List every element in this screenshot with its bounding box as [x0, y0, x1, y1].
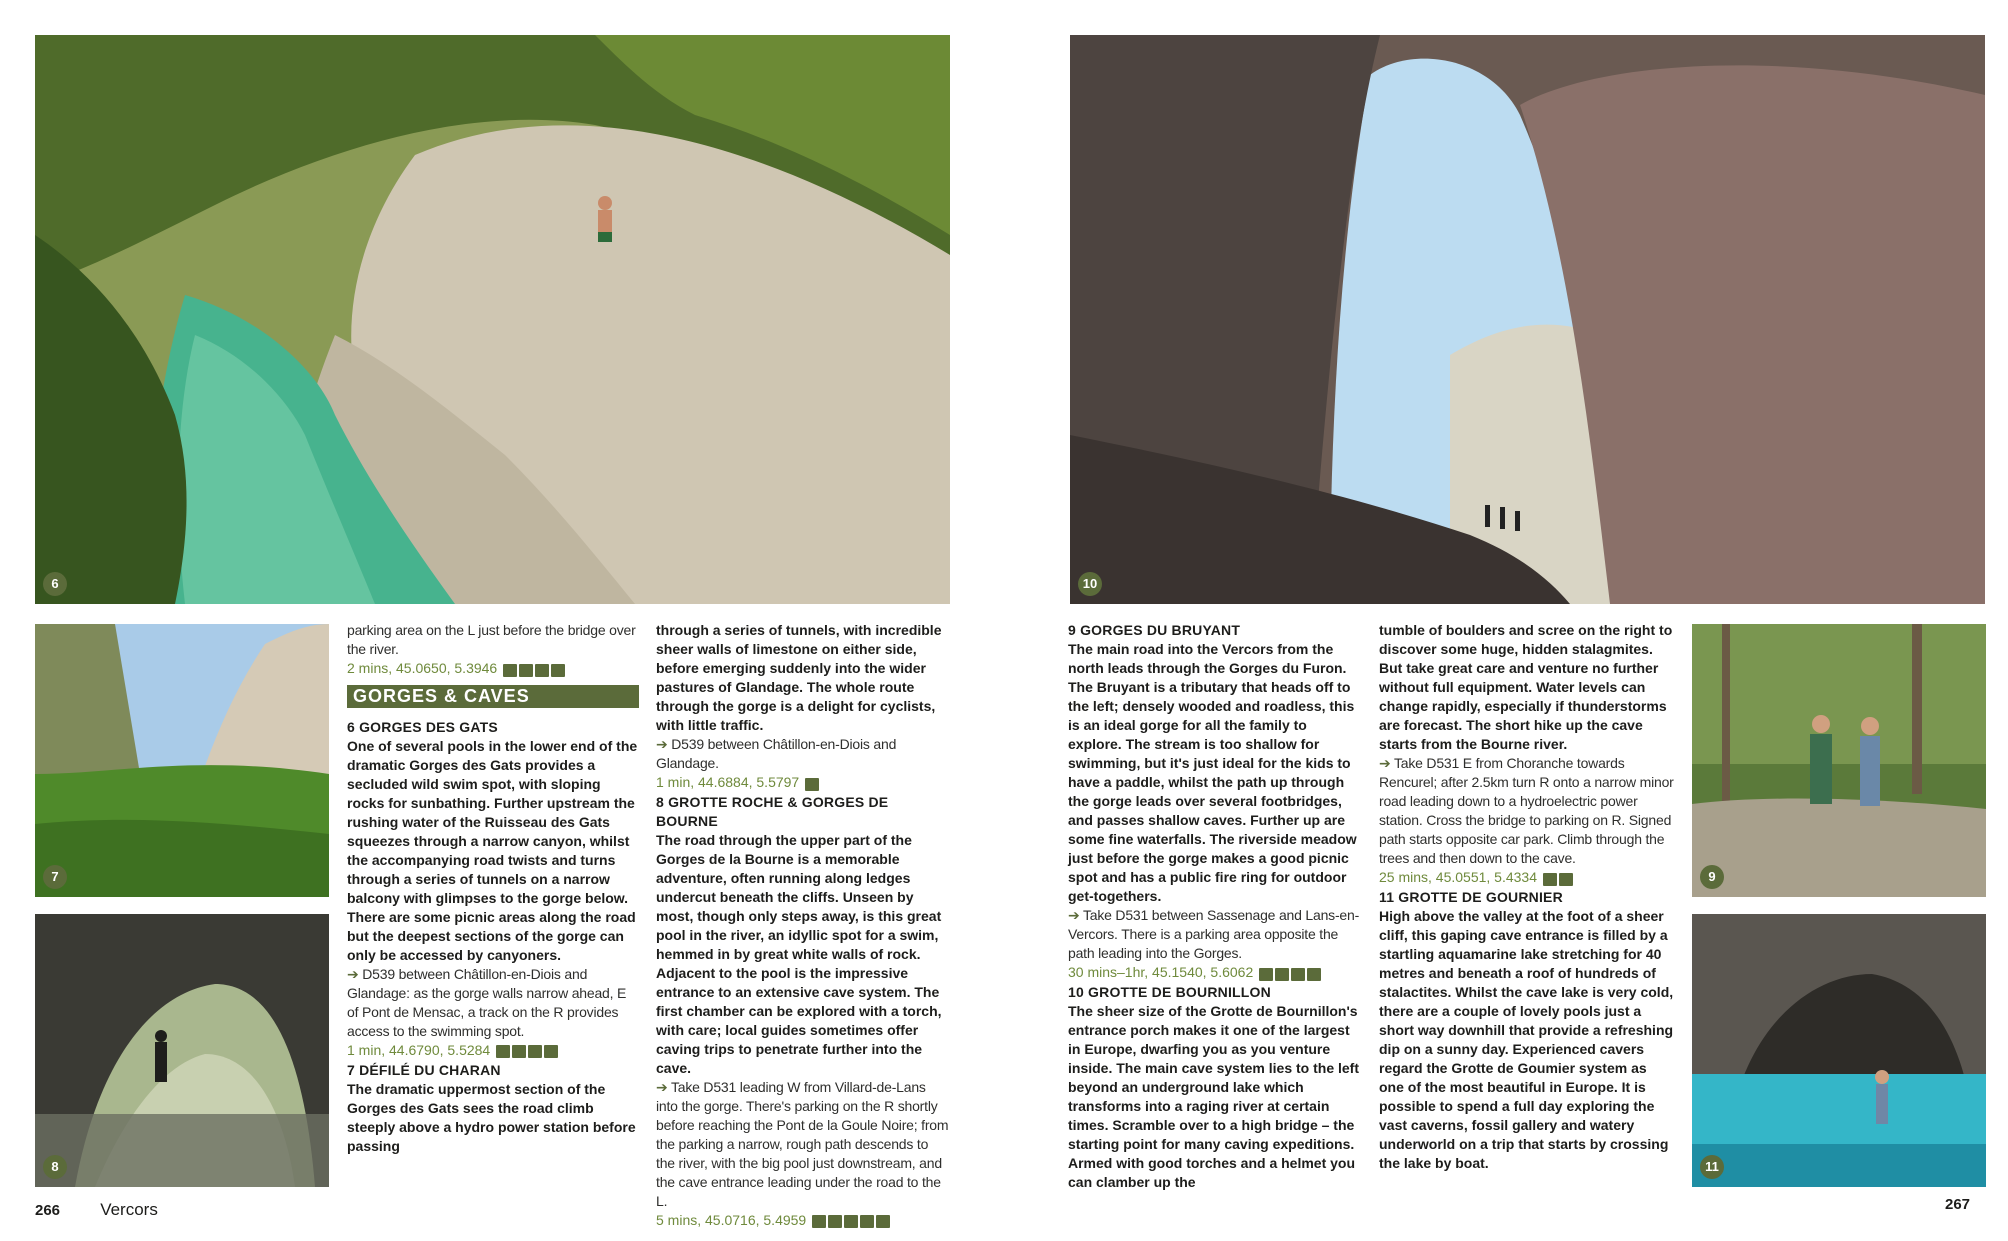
- entry-body-8: The road through the upper part of the Gorges de la Bourne is a memorable adventure, often running along ledges undercut beneath the cliffs. Unseen by most, though only steps away, is this great pool in the river, an idyllic spot for a swim, hemmed in by great white walls of rock. Adjacent to the pool is the impressive entrance to an extensive cave system. The first chamber can be explored with a torch, with care; local guides sometimes offer caving trips to penetrate further into the cave.: [656, 831, 942, 1076]
- activity-icons: [810, 1212, 890, 1231]
- entry-directions-8: [656, 1078, 950, 1211]
- meta-text: 25 mins, 45.0551, 5.4334: [1379, 869, 1538, 885]
- directions-text: Take D531 E from Choranche towards Rencurel; after 2.5km turn R onto a narrow minor road leading down to a hydroelectric power station. Cross the bridge to parking on R. Signed path starts opposite car park. Climb through the trees and then down to the cave.: [1379, 755, 1674, 866]
- arrow-icon: ➔: [347, 965, 359, 982]
- directions-text: Take D531 leading W from Villard-de-Lans into the gorge. There's parking on the R shortly before reaching the Pont de la Goule Noire; from the parking a narrow, rough path descends to the river, with the big pool just downstream, and the cave entrance leading under the road to the L.: [656, 1078, 949, 1209]
- photo-gorge-valley: [35, 624, 329, 897]
- entry-meta-9: [1068, 963, 1362, 983]
- entry-meta-8: [656, 1211, 950, 1231]
- entry-title-7: 7 DÉFILÉ DU CHARAN: [347, 1061, 501, 1078]
- mountain-icon: [544, 1045, 558, 1058]
- walk-icon: [1559, 873, 1573, 886]
- text-column-3: [1068, 621, 1362, 1192]
- entry-body-10: The sheer size of the Grotte de Bournillon's entrance porch makes it one of the largest in Europe, dwarfing you as you venture inside. The main cave system lies to the left beyond an underground lake which transforms into a raging river at certain times. Scramble over to a high bridge – the starting point for many caving expeditions. Armed with good torches and a helmet you can clamber up the: [1068, 1002, 1359, 1190]
- entry-title-10: 10 GROTTE DE BOURNILLON: [1068, 983, 1271, 1000]
- activity-icons: [501, 660, 565, 679]
- activity-icons: [1541, 869, 1573, 888]
- left-footer: [35, 1200, 158, 1241]
- running-head: Vercors: [100, 1200, 158, 1219]
- photo-cave-entrance: [35, 914, 329, 1187]
- entry-title-11: 11 GROTTE DE GOURNIER: [1379, 888, 1563, 905]
- swim-icon: [812, 1215, 826, 1228]
- photo-number-badge: 11: [1700, 1155, 1724, 1179]
- entry-directions-10: [1379, 754, 1675, 868]
- photo-number-badge: 9: [1700, 865, 1724, 889]
- walk-icon: [1259, 968, 1273, 981]
- photo-gorges-du-bruyant-stream: [1692, 624, 1986, 897]
- photo-number-badge: 7: [43, 865, 67, 889]
- intro-directions: parking area on the L just before the bridge over the river.: [347, 622, 636, 657]
- meta-text: 30 mins–1hr, 45.1540, 5.6062: [1068, 964, 1254, 980]
- fire-icon: [1307, 968, 1321, 981]
- arrow-icon: ➔: [1068, 907, 1080, 923]
- picnic-icon: [535, 664, 549, 677]
- activity-icons: [1257, 964, 1321, 983]
- picnic-icon: [528, 1045, 542, 1058]
- entry-directions-9: [1068, 906, 1362, 963]
- walk-icon: [828, 1215, 842, 1228]
- scenic-icon: [876, 1215, 890, 1228]
- directions-text: D539 between Châtillon-en-Diois and Glandage.: [656, 736, 897, 771]
- page-number-left: 266: [35, 1202, 61, 1219]
- arrow-icon: ➔: [656, 1078, 668, 1095]
- intro-meta: [347, 659, 639, 679]
- arrow-icon: ➔: [1379, 755, 1391, 771]
- entry-title-9: 9 GORGES DU BRUYANT: [1068, 622, 1241, 638]
- meta-text: 1 min, 44.6884, 5.5797: [656, 774, 800, 790]
- photo-gorges-des-gats-pool: [35, 35, 950, 604]
- activity-icons: [803, 774, 819, 793]
- arrow-icon: ➔: [656, 736, 668, 752]
- entry-body-7: The dramatic uppermost section of the Gorges des Gats sees the road climb steeply above a hydro power station before passing: [347, 1080, 636, 1154]
- section-heading-gorges-caves: GORGES & CAVES: [347, 685, 639, 708]
- meta-text: 5 mins, 45.0716, 5.4959: [656, 1211, 807, 1228]
- picnic-icon: [1291, 968, 1305, 981]
- directions-text: Take D531 between Sassenage and Lans-en-Vercors. There is a parking area opposite the path leading into the Gorges.: [1068, 907, 1360, 961]
- text-column-1: [347, 621, 639, 1156]
- meta-text: 1 min, 44.6790, 5.5284: [347, 1041, 491, 1058]
- cave-icon: [860, 1215, 874, 1228]
- photo-number-badge: 6: [43, 572, 67, 596]
- entry-body-6: One of several pools in the lower end of the dramatic Gorges des Gats provides a secluded wild swim spot, with sloping rocks for sunbathing. Further upstream the rushing water of the Ruisseau des Gats squeezes through a narrow canyon, whilst the accompanying road twists and turns through a series of tunnels on a narrow balcony with glimpses to the gorge below. There are some picnic areas along the road but the deepest sections of the gorge can only be accessed by canyoners.: [347, 737, 638, 963]
- meta-text: 2 mins, 45.0650, 5.3946: [347, 660, 498, 676]
- entry-body-10-continued: tumble of boulders and scree on the right to discover some huge, hidden stalagmites. But take great care and venture no further without full equipment. Water levels can change rapidly, especially if thunderstorms are forecast. The short hike up the cave starts from the Bourne river.: [1379, 622, 1673, 752]
- entry-body-7-continued: through a series of tunnels, with incredible sheer walls of limestone on either side, before emerging suddenly into the wider pastures of Glandage. The whole route through the gorge is a delight for cyclists, with little traffic.: [656, 622, 942, 733]
- swim-icon: [496, 1045, 510, 1058]
- entry-meta-6: [347, 1041, 639, 1061]
- entry-meta-7: [656, 773, 950, 793]
- swim-icon: [503, 664, 517, 677]
- entry-meta-10: [1379, 868, 1675, 888]
- entry-title-6: 6 GORGES DES GATS: [347, 718, 498, 735]
- cave-icon: [1543, 873, 1557, 886]
- photo-grotte-de-gournier: [1692, 914, 1986, 1187]
- cycle-icon: [805, 778, 819, 791]
- photo-number-badge: 10: [1078, 572, 1102, 596]
- text-column-4: [1379, 621, 1675, 1173]
- photo-number-badge: 8: [43, 1155, 67, 1179]
- family-icon: [1275, 968, 1289, 981]
- activity-icons: [494, 1042, 558, 1061]
- entry-body-11: High above the valley at the foot of a sheer cliff, this gaping cave entrance is filled by a startling aquamarine lake stretching for 40 metres and beneath a roof of hundreds of stalactites. Whilst the cave lake is very cold, there are a couple of lovely pools just a short way downhill that provide a refreshing dip on a sunny day. Experienced cavers regard the Grotte de Goumier system as one of the most beautiful in Europe. It is possible to spend a full day exploring the vast caverns, fossil gallery and watery underworld on a trip that starts by crossing the lake by boat.: [1379, 907, 1674, 1171]
- entry-directions-6: [347, 965, 639, 1041]
- entry-directions-7: [656, 735, 950, 773]
- photo-grotte-de-bournillon: [1070, 35, 1985, 604]
- entry-body-9: The main road into the Vercors from the north leads through the Gorges du Furon. The Bruyant is a tributary that heads off to the left; densely wooded and roadless, this is an ideal gorge for all the family to explore. The stream is too shallow for swimming, but it's just ideal for the kids to have a paddle, whilst the path up through the gorge leads over several footbridges, and passes shallow caves. Further up are some fine waterfalls. The riverside meadow just before the gorge makes a good picnic spot and has a public fire ring for outdoor get-togethers.: [1068, 641, 1357, 904]
- entry-title-8: 8 GROTTE ROCHE & GORGES DE BOURNE: [656, 793, 889, 829]
- walk-icon: [519, 664, 533, 677]
- mountain-icon: [844, 1215, 858, 1228]
- page-number-right: 267: [1945, 1196, 1971, 1213]
- directions-text: D539 between Châtillon-en-Diois and Glandage: as the gorge walls narrow ahead, E of Pont de Mensac, a track on the R provides access to the swimming spot.: [347, 965, 627, 1039]
- family-icon: [551, 664, 565, 677]
- text-column-2: [656, 621, 950, 1231]
- walk-icon: [512, 1045, 526, 1058]
